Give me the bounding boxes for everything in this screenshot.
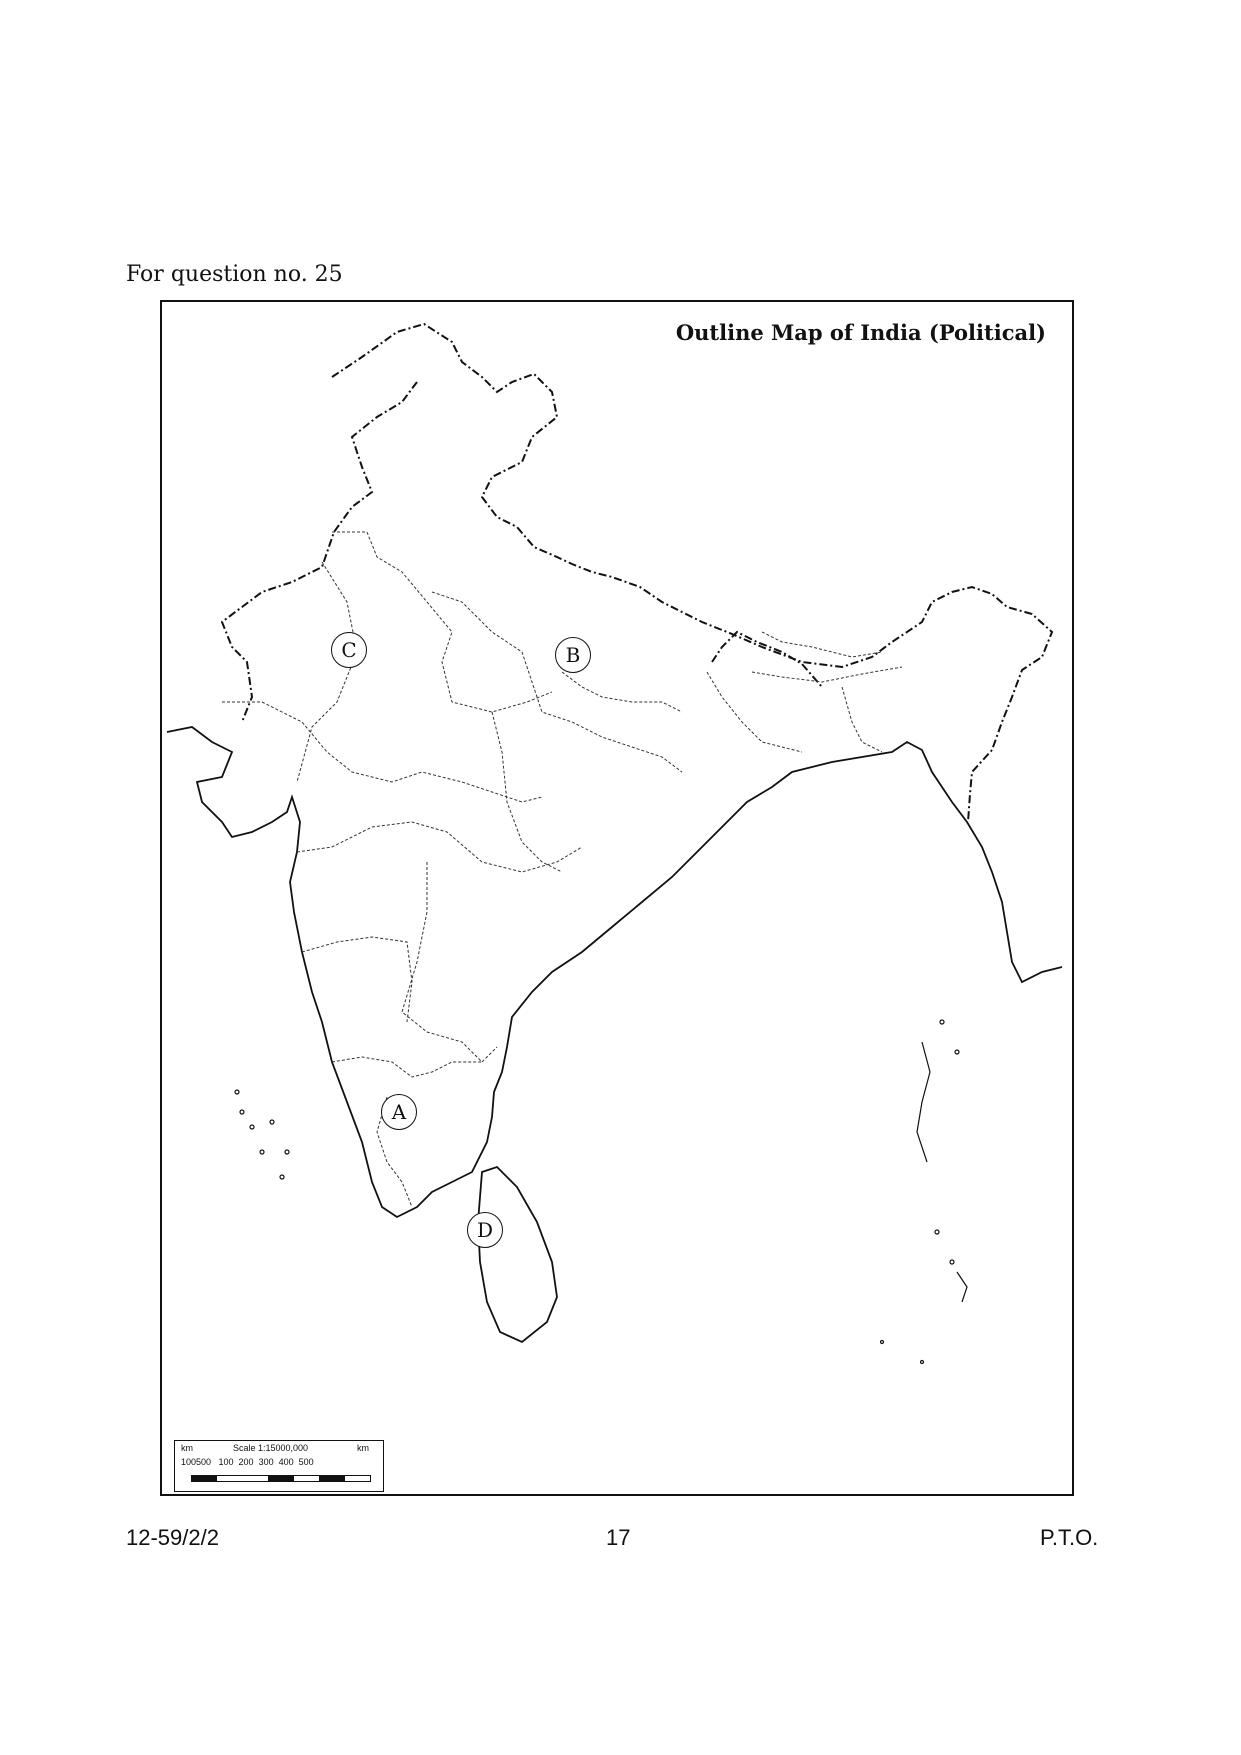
marker-d: D [467,1212,503,1248]
scale-bar-graphic [191,1475,371,1482]
marker-c: C [331,632,367,668]
footer-page-number: 17 [606,1525,631,1550]
scale-ticks: 100500 100 200 300 400 500 [181,1457,314,1467]
state-boundaries [222,532,902,1207]
scale-bar [174,1440,384,1492]
marker-a: A [381,1094,417,1130]
map-frame [160,300,1074,1496]
scale-km-left: km [181,1443,193,1453]
footer-pto: P.T.O. [1040,1525,1099,1550]
sri-lanka-outline [478,1167,557,1342]
coastline [167,727,1062,1217]
question-label: For question no. 25 [126,262,343,287]
international-boundary [222,324,1052,822]
lakshadweep-islands [235,1090,289,1179]
scale-km-right: km [357,1443,369,1453]
map-title: Outline Map of India (Political) [675,320,1046,345]
footer-code: 12-59/2/2 [126,1525,219,1550]
andaman-nicobar-islands [881,1020,968,1364]
india-outline-map [162,302,1072,1494]
scale-text: Scale 1:15000,000 [233,1443,309,1453]
marker-b: B [555,637,591,673]
